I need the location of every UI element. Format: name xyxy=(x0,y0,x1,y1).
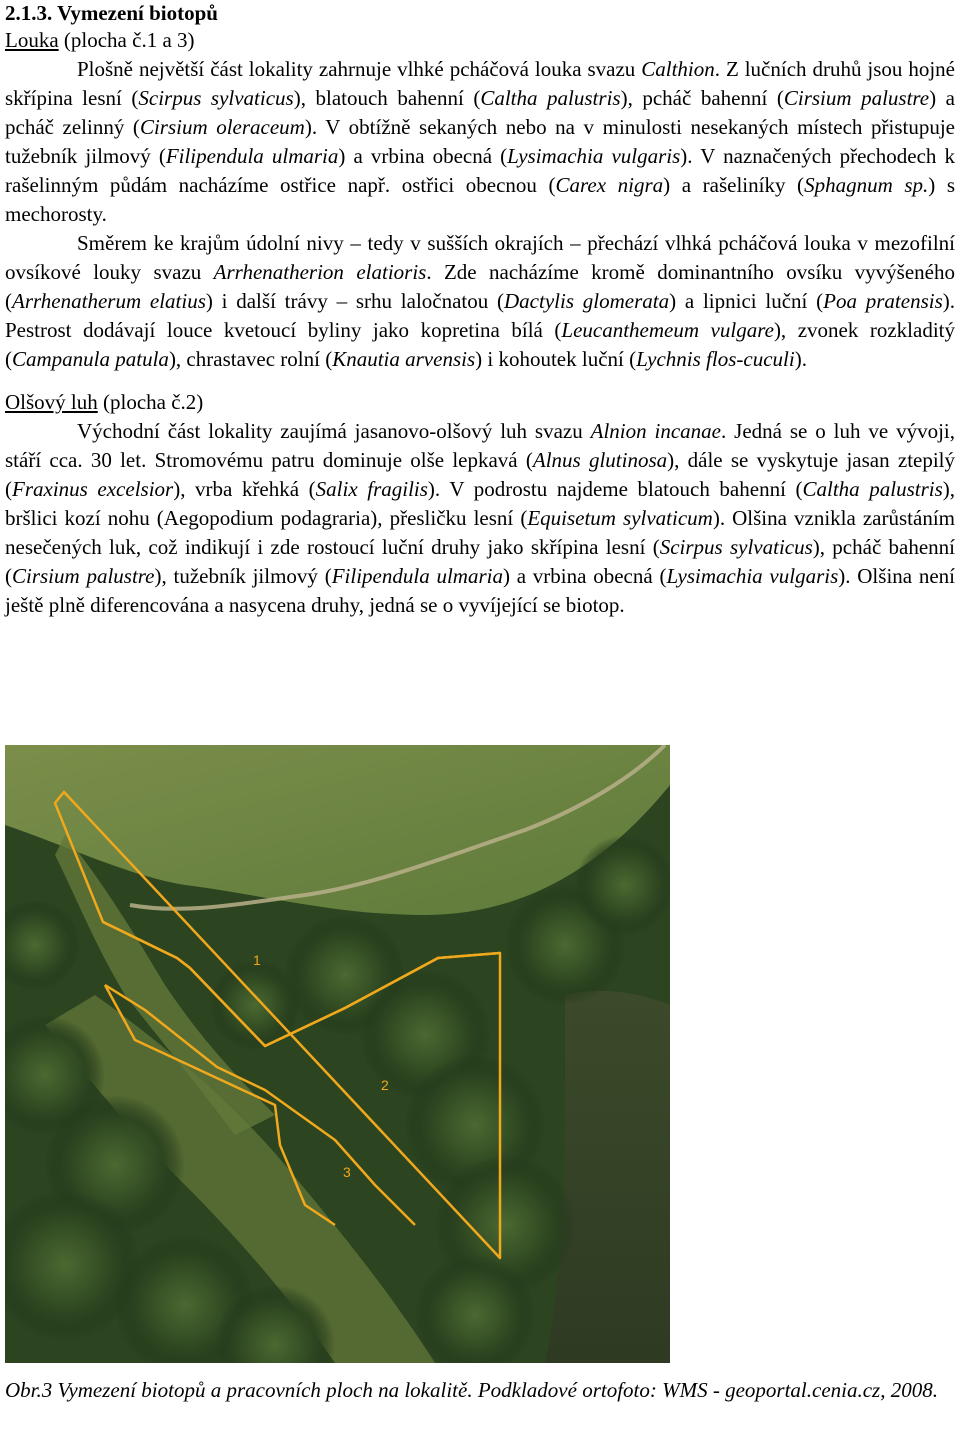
species-name: Knautia arvensis xyxy=(332,347,476,371)
paragraph-olsovy-luh xyxy=(5,417,955,620)
text-run: ) i kohoutek luční ( xyxy=(475,347,637,371)
species-name: Equisetum sylvaticum xyxy=(527,506,713,530)
species-name: Lychnis flos-cuculi xyxy=(636,347,795,371)
subheading-olsovy-luh-title: Olšový luh xyxy=(5,390,98,414)
text-run: ) i další trávy – srhu laločnatou ( xyxy=(205,289,505,313)
species-name: Poa pratensis xyxy=(823,289,943,313)
text-run: ), blatouch bahenní ( xyxy=(293,86,481,110)
text-run: ) a vrbina obecná ( xyxy=(502,564,667,588)
plot-label-3: 3 xyxy=(343,1164,351,1180)
text-run: Východní část lokality zaujímá jasanovo-olšový luh svazu xyxy=(77,419,591,443)
text-run: . Zde nacházíme kromě dominantního ovsíku vyvýšeného ( xyxy=(5,260,955,313)
species-name: Campanula patula xyxy=(12,347,169,371)
text-run: ), zvonek rozkladitý ( xyxy=(5,318,956,371)
text-run: ), pcháč bahenní ( xyxy=(620,86,784,110)
text-run: ). xyxy=(794,347,807,371)
plot-label-1: 1 xyxy=(253,952,261,968)
orthophoto-map xyxy=(5,745,670,1363)
text-run: ), pcháč bahenní ( xyxy=(5,535,956,588)
text-run: ), bršlici kozí nohu (Aegopodium podagraria), přesličku lesní ( xyxy=(5,477,956,530)
species-name: Alnus glutinosa xyxy=(532,448,668,472)
subheading-louka xyxy=(5,26,955,55)
plot-label-2: 2 xyxy=(381,1077,389,1093)
species-name: Sphagnum sp. xyxy=(804,173,929,197)
text-run: ), chrastavec rolní ( xyxy=(168,347,333,371)
figure-caption: Obr.3 Vymezení biotopů a pracovních ploch na lokalitě. Podkladové ortofoto: WMS - geoportal.cenia.cz, 2008. xyxy=(5,1378,938,1402)
subheading-olsovy-luh-suffix: (plocha č.2) xyxy=(97,390,204,414)
paragraph-louka-2 xyxy=(5,229,955,374)
species-name: Cirsium palustre xyxy=(783,86,930,110)
species-name: Scirpus sylvaticus xyxy=(138,86,294,110)
species-name: Carex nigra xyxy=(555,173,664,197)
text-run: Plošně největší část lokality zahrnuje vlhké pcháčová louka svazu xyxy=(77,57,642,81)
text-run: ). V podrostu najdeme blatouch bahenní ( xyxy=(427,477,803,501)
text-run: ). V naznačených přechodech k rašelinným půdám nacházíme ostřice např. ostřici obecnou ( xyxy=(5,144,955,197)
text-run: ), dále se vyskytuje jasan ztepilý ( xyxy=(5,448,956,501)
text-run: ) a lipnici luční ( xyxy=(669,289,824,313)
section-heading: 2.1.3. Vymezení biotopů xyxy=(5,1,218,25)
text-run: Směrem ke krajům údolní nivy – tedy v sušších okrajích – přechází vlhká pcháčová louka v mezofilní ovsíkové louky svazu xyxy=(5,231,955,284)
species-name: Caltha palustris xyxy=(802,477,943,501)
orthophoto-figure xyxy=(5,745,670,1363)
species-name: Filipendula ulmaria xyxy=(331,564,503,588)
species-name: Arrhenatherum elatius xyxy=(12,289,206,313)
text-run: ) a rašeliníky ( xyxy=(663,173,805,197)
text-run: ) a pcháč zelinný ( xyxy=(5,86,955,139)
text-run: ). Pestrost dodávají louce kvetoucí byliny jako kopretina bílá ( xyxy=(5,289,955,342)
species-name: Lysimachia vulgaris xyxy=(666,564,839,588)
text-run: ). V obtížně sekaných nebo na v minulosti nesekaných místech přistupuje tužebník jilmový ( xyxy=(5,115,955,168)
text-run: ) s mechorosty. xyxy=(5,173,956,226)
species-name: Salix fragilis xyxy=(315,477,428,501)
species-name: Cirsium palustre xyxy=(12,564,155,588)
text-run: ). Olšina není ještě plně diferencována a nasycena druhy, jedná se o vyvíjející se biotop. xyxy=(5,564,956,617)
species-name: Caltha palustris xyxy=(480,86,621,110)
species-name: Scirpus sylvaticus xyxy=(659,535,813,559)
species-name: Alnion incanae xyxy=(590,419,722,443)
paragraph-louka-1 xyxy=(5,55,955,229)
subheading-louka-suffix: (plocha č.1 a 3) xyxy=(58,28,195,52)
text-run: ). Olšina vznikla zarůstáním nesečených luk, což indikují i zde rostoucí luční druhy jako skřípina lesní ( xyxy=(5,506,955,559)
species-name: Lysimachia vulgaris xyxy=(507,144,681,168)
species-name: Leucanthemeum vulgare xyxy=(561,318,774,342)
document-page xyxy=(5,0,955,620)
text-run: . Jedná se o luh ve vývoji, stáří cca. 30 let. Stromovému patru dominuje olše lepkavá ( xyxy=(5,419,955,472)
text-run: . Z lučních druhů jsou hojné skřípina lesní ( xyxy=(5,57,955,110)
species-name: Calthion xyxy=(641,57,715,81)
text-run: ), tužebník jilmový ( xyxy=(154,564,332,588)
species-name: Arrhenatherion elatioris xyxy=(213,260,427,284)
text-run: ), vrba křehká ( xyxy=(173,477,316,501)
species-name: Dactylis glomerata xyxy=(504,289,670,313)
species-name: Fraxinus excelsior xyxy=(12,477,174,501)
species-name: Cirsium oleraceum xyxy=(139,115,305,139)
text-run: ) a vrbina obecná ( xyxy=(338,144,508,168)
species-name: Filipendula ulmaria xyxy=(165,144,339,168)
subheading-louka-title: Louka xyxy=(5,28,59,52)
subheading-olsovy-luh xyxy=(5,388,955,417)
